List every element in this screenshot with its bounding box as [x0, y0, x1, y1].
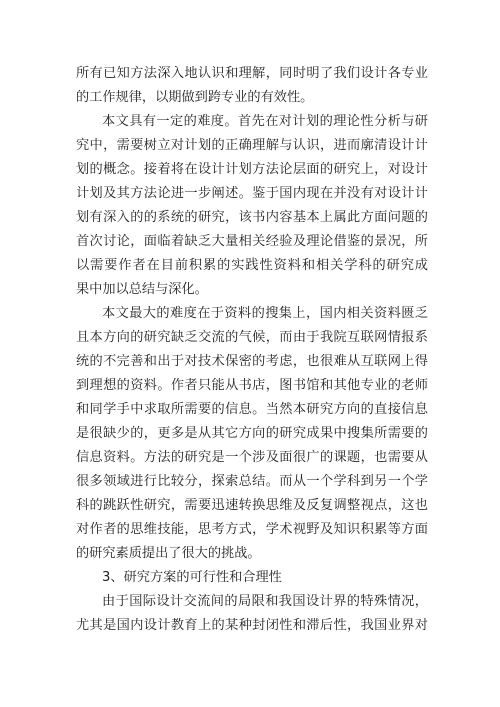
text-line: 划有深入的的系统的研究，该书内容基本上属此方面问题的 — [76, 210, 428, 225]
text-line: 的工作规律，以期做到跨专业的有效性。 — [76, 90, 314, 105]
text-line: 划的概念。接着将在设计计划方法论层面的研究上，对设计 — [76, 162, 428, 177]
text-line: 信息资料。方法的研究是一个涉及面很广的课题，也需要从 — [76, 450, 428, 465]
text-line: 和同学手中求取所需要的信息。当然本研究方向的直接信息 — [76, 402, 428, 417]
text-line: 首次讨论，面临着缺乏大量相关经验及理论借鉴的景况，所 — [76, 234, 428, 249]
paragraph-first-line: 本文最大的难度在于资料的搜集上，国内相关资料匮乏 — [102, 306, 428, 321]
text-line: 所有已知方法深入地认识和理解，同时明了我们设计各专业 — [76, 66, 428, 81]
text-line: 究中，需要树立对计划的正确理解与认识，进而廓清设计计 — [76, 138, 428, 153]
text-line: 对作者的思维技能，思考方式，学术视野及知识积累等方面 — [76, 522, 428, 537]
text-line: 很多领域进行比较分，探索总结。而从一个学科到另一个学 — [76, 474, 428, 489]
text-line: 是很缺少的，更多是从其它方向的研究成果中搜集所需要的 — [76, 426, 428, 441]
text-line: 且本方向的研究缺乏交流的气候，而由于我院互联网情报系 — [76, 330, 428, 345]
text-line: 计划及其方法论进一步阐述。鉴于国内现在并没有对设计计 — [76, 186, 428, 201]
text-line: 的研究素质提出了很大的挑战。 — [76, 546, 261, 561]
paragraph-first-line: 由于国际设计交流间的局限和我国设计界的特殊情况， — [102, 594, 428, 609]
text-line: 尤其是国内设计教育上的某种封闭性和滞后性，我国业界对 — [76, 618, 428, 633]
text-line: 果中加以总结与深化。 — [76, 282, 208, 297]
section-heading: 3、研究方案的可行性和合理性 — [102, 570, 282, 585]
text-line: 到理想的资料。作者只能从书店，图书馆和其他专业的老师 — [76, 378, 428, 393]
text-line: 以需要作者在目前积累的实践性资料和相关学科的研究成 — [76, 258, 428, 273]
document-page — [76, 62, 428, 638]
paragraph-first-line: 本文具有一定的难度。首先在对计划的理论性分析与研 — [102, 114, 428, 129]
text-line: 科的跳跃性研究，需要迅速转换思维及反复调整视点，这也 — [76, 498, 428, 513]
text-line: 统的不完善和出于对技术保密的考虑，也很难从互联网上得 — [76, 354, 428, 369]
